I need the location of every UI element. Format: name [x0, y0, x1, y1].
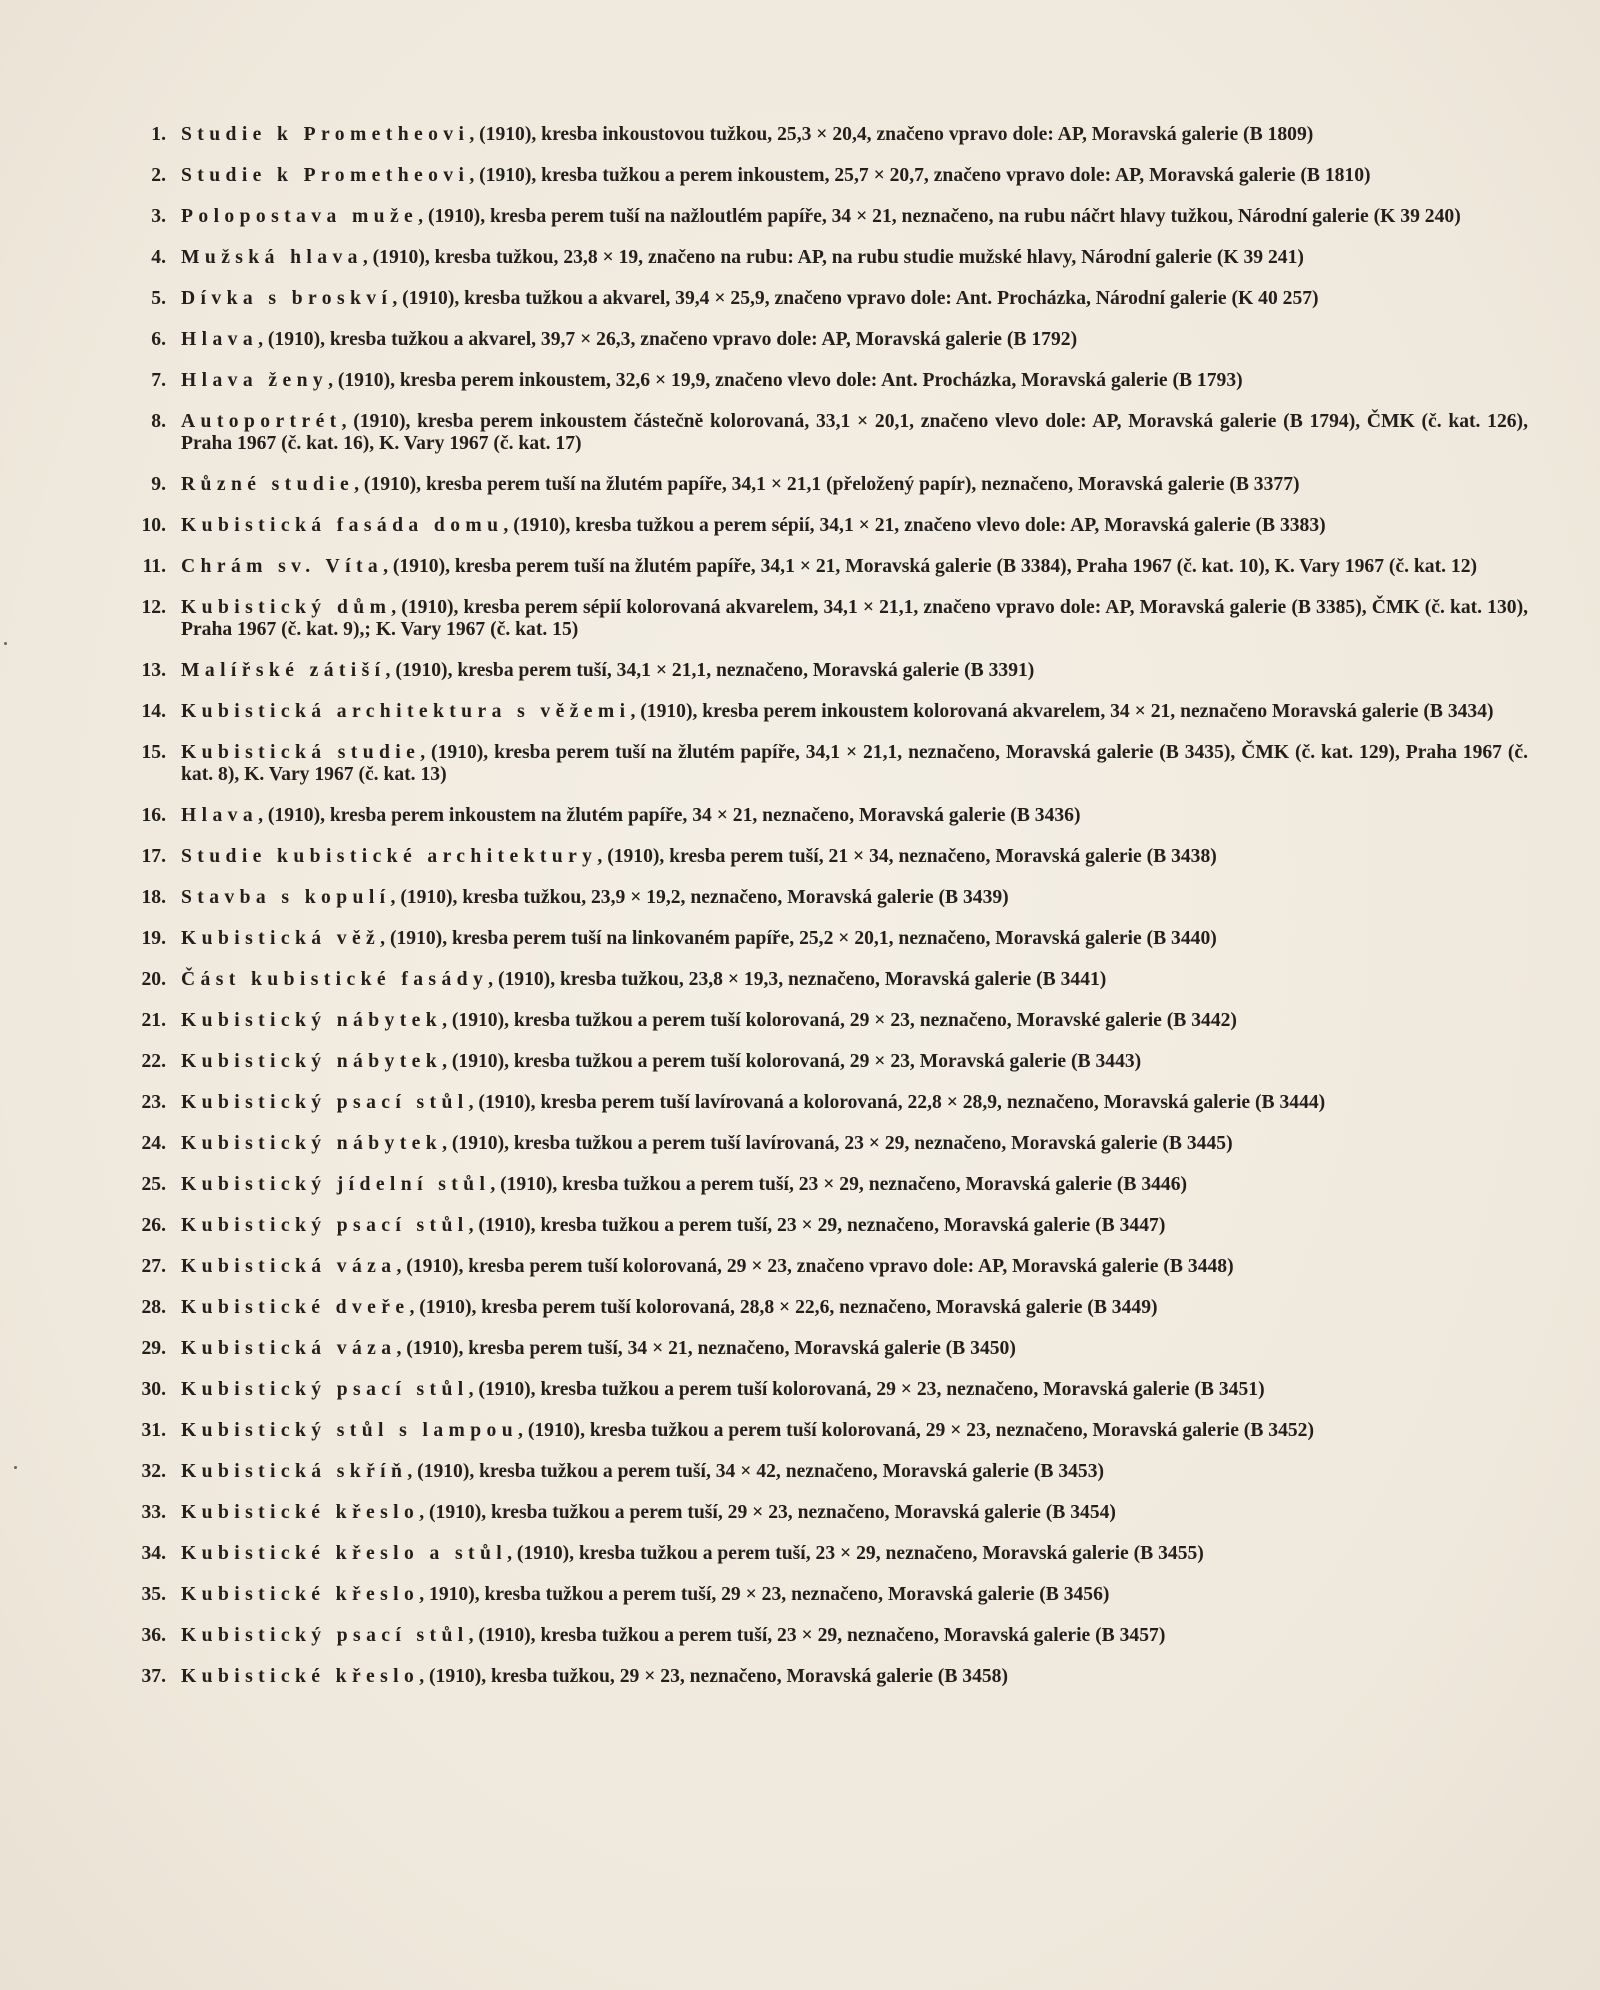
entry-description: , (1910), kresba inkoustovou tužkou, 25,3 × 20,4, značeno vpravo dole: AP, Moravská galerie (B 1809) [469, 124, 1314, 145]
paper-speck [14, 1466, 17, 1469]
entry-description: , (1910), kresba perem tuší na žlutém papíře, 34,1 × 21, Moravská galerie (B 3384), Praha 1967 (č. kat. 10), K. Vary 1967 (č. kat. 12) [383, 556, 1478, 577]
entry-description: , (1910), kresba tužkou a perem tuší kolorovaná, 29 × 23, neznačeno, Moravské galerie (B 3442) [442, 1010, 1237, 1031]
entry-description: , (1910), kresba perem inkoustem, 32,6 × 19,9, značeno vlevo dole: Ant. Procházka, Moravská galerie (B 1793) [328, 370, 1243, 391]
entry-title: Kubistický dům [181, 597, 392, 618]
entry-body [166, 556, 1528, 578]
entry-title: Dívka s broskví [181, 288, 393, 309]
entry-title: Chrám sv. Víta [181, 556, 384, 577]
entry-title: Hlava ženy [181, 370, 329, 391]
catalogue-entry [132, 1051, 1528, 1073]
entry-description: , 1910), kresba tužkou a perem tuší, 29 × 23, neznačeno, Moravská galerie (B 3456) [419, 1584, 1110, 1605]
entry-description: , (1910), kresba tužkou a perem tuší lavírovaná, 23 × 29, neznačeno, Moravská galerie (B 3445) [442, 1133, 1233, 1154]
entry-number: 8. [151, 411, 166, 432]
entry-body [166, 1666, 1528, 1688]
entry-body [166, 165, 1528, 187]
entry-description: , (1910), kresba perem tuší lavírovaná a kolorovaná, 22,8 × 28,9, neznačeno, Moravská galerie (B 3444) [468, 1092, 1326, 1113]
entry-body [166, 1133, 1528, 1155]
entry-title: Kubistický psací stůl [181, 1092, 469, 1113]
catalogue-entry [132, 411, 1528, 455]
entry-title: Hlava [181, 329, 259, 350]
entry-body [166, 1051, 1528, 1073]
entry-description: , (1910), kresba tužkou a perem sépií, 34,1 × 21, značeno vlevo dole: AP, Moravská galerie (B 3383) [503, 515, 1326, 536]
catalogue-entry [132, 288, 1528, 310]
entry-title: Studie kubistické architektury [181, 846, 598, 867]
catalogue-entry [132, 370, 1528, 392]
entry-description: , (1910), kresba perem tuší na nažloutlém papíře, 34 × 21, neznačeno, na rubu náčrt hlavy tužkou, Národní galerie (K 39 240) [418, 206, 1461, 227]
entry-description: , (1910), kresba perem tuší, 34,1 × 21,1, neznačeno, Moravská galerie (B 3391) [385, 660, 1035, 681]
entry-body [166, 660, 1528, 682]
catalogue-entry [132, 1297, 1528, 1319]
entry-number: 9. [151, 474, 166, 495]
entry-description: , (1910), kresba perem tuší kolorovaná, 28,8 × 22,6, neznačeno, Moravská galerie (B 3449) [409, 1297, 1158, 1318]
entry-number: 33. [141, 1502, 166, 1523]
entry-number: 2. [151, 165, 166, 186]
entry-body [166, 206, 1528, 228]
catalogue-entry [132, 247, 1528, 269]
entry-number: 28. [141, 1297, 166, 1318]
entry-body [166, 329, 1528, 351]
entry-body [166, 1584, 1528, 1606]
entry-description: , (1910), kresba perem inkoustem kolorovaná akvarelem, 34 × 21, neznačeno Moravská galerie (B 3434) [630, 701, 1494, 722]
catalogue-entry [132, 742, 1528, 786]
entry-number: 21. [141, 1010, 166, 1031]
catalogue-entry [132, 660, 1528, 682]
entry-title: Kubistická váza [181, 1338, 397, 1359]
entry-body [166, 969, 1528, 991]
entry-title: Kubistické křeslo a stůl [181, 1543, 508, 1564]
entry-title: Mužská hlava [181, 247, 363, 268]
paper-speck [4, 642, 7, 645]
entry-title: Kubistický psací stůl [181, 1625, 469, 1646]
catalogue-entry [132, 928, 1528, 950]
catalogue-entry [132, 1584, 1528, 1606]
entry-number: 23. [141, 1092, 166, 1113]
entry-number: 6. [151, 329, 166, 350]
entry-body [166, 247, 1528, 269]
entry-title: Kubistická studie [181, 742, 421, 763]
entry-description: , (1910), kresba tužkou a akvarel, 39,4 × 25,9, značeno vpravo dole: Ant. Procházka, Národní galerie (K 40 257) [392, 288, 1319, 309]
entry-body [166, 1174, 1528, 1196]
entry-number: 5. [151, 288, 166, 309]
catalogue-entry [132, 1010, 1528, 1032]
catalogue-entry [132, 165, 1528, 187]
entry-title: Kubistická váza [181, 1256, 397, 1277]
entry-title: Různé studie [181, 474, 355, 495]
catalogue-entry [132, 887, 1528, 909]
catalogue-entry [132, 1379, 1528, 1401]
entry-number: 36. [141, 1625, 166, 1646]
entry-number: 37. [141, 1666, 166, 1687]
entry-description: , (1910), kresba perem tuší na žlutém papíře, 34,1 × 21,1 (přeložený papír), neznačeno, Moravská galerie (B 3377) [354, 474, 1300, 495]
entry-title: Kubistické křeslo [181, 1666, 420, 1687]
entry-title: Kubistický nábytek [181, 1133, 443, 1154]
entry-body [166, 1420, 1528, 1442]
catalogue-entry [132, 1338, 1528, 1360]
entry-number: 31. [141, 1420, 166, 1441]
entry-number: 16. [141, 805, 166, 826]
entry-number: 30. [141, 1379, 166, 1400]
entry-body [166, 846, 1528, 868]
entry-title: Kubistické dveře [181, 1297, 410, 1318]
entry-body [166, 805, 1528, 827]
catalogue-entry [132, 515, 1528, 537]
entry-body [166, 1092, 1528, 1114]
entry-number: 25. [141, 1174, 166, 1195]
entry-body [166, 411, 1528, 455]
entry-body [166, 1379, 1528, 1401]
entry-title: Kubistický stůl s lampou [181, 1420, 519, 1441]
entry-description: , (1910), kresba tužkou, 23,8 × 19, značeno na rubu: AP, na rubu studie mužské hlavy, Národní galerie (K 39 241) [362, 247, 1304, 268]
catalogue-entry [132, 1174, 1528, 1196]
catalogue-entry [132, 329, 1528, 351]
entry-description: , (1910), kresba tužkou a perem tuší, 34 × 42, neznačeno, Moravská galerie (B 3453) [407, 1461, 1105, 1482]
entry-description: , (1910), kresba tužkou a perem tuší kolorovaná, 29 × 23, neznačeno, Moravská galerie (B 3451) [468, 1379, 1265, 1400]
entry-number: 12. [141, 597, 166, 618]
entry-description: , (1910), kresba perem inkoustem na žlutém papíře, 34 × 21, neznačeno, Moravská galerie (B 3436) [258, 805, 1081, 826]
entry-number: 35. [141, 1584, 166, 1605]
entry-description: , (1910), kresba tužkou a perem tuší, 23 × 29, neznačeno, Moravská galerie (B 3447) [468, 1215, 1166, 1236]
catalogue-entry [132, 969, 1528, 991]
entry-number: 17. [141, 846, 166, 867]
entry-body [166, 370, 1528, 392]
entry-number: 4. [151, 247, 166, 268]
entry-title: Kubistický psací stůl [181, 1379, 469, 1400]
catalogue-entry [132, 1625, 1528, 1647]
catalogue-entry [132, 701, 1528, 723]
entry-title: Polopostava muže [181, 206, 419, 227]
catalogue-entry [132, 474, 1528, 496]
entry-number: 22. [141, 1051, 166, 1072]
catalogue-entry [132, 556, 1528, 578]
entry-title: Kubistická skříň [181, 1461, 408, 1482]
catalogue-entry [132, 1461, 1528, 1483]
entry-description: , (1910), kresba tužkou a akvarel, 39,7 × 26,3, značeno vpravo dole: AP, Moravská galerie (B 1792) [258, 329, 1078, 350]
entry-number: 7. [151, 370, 166, 391]
entry-title: Stavba s kopulí [181, 887, 391, 908]
entry-number: 10. [141, 515, 166, 536]
entry-title: Část kubistické fasády [181, 969, 489, 990]
entry-description: , (1910), kresba perem inkoustem částečně kolorovaná, 33,1 × 20,1, značeno vlevo dole: AP, Moravská galerie (B 1794), ČMK (č. kat. 126), Praha 1967 (č. kat. 16), K. Vary 1967 (č. kat. 17) [181, 411, 1528, 454]
catalogue-entry [132, 1420, 1528, 1442]
entry-body [166, 1010, 1528, 1032]
entry-body [166, 1543, 1528, 1565]
entry-number: 20. [141, 969, 166, 990]
entry-body [166, 597, 1528, 641]
entry-number: 19. [141, 928, 166, 949]
catalogue-entry [132, 1256, 1528, 1278]
entry-body [166, 1502, 1528, 1524]
catalogue-entry [132, 1133, 1528, 1155]
entry-title: Kubistické křeslo [181, 1584, 420, 1605]
entry-number: 14. [141, 701, 166, 722]
entry-title: Kubistický jídelní stůl [181, 1174, 491, 1195]
entry-title: Kubistická fasáda domu [181, 515, 504, 536]
entry-description: , (1910), kresba perem tuší kolorovaná, 29 × 23, značeno vpravo dole: AP, Moravská galerie (B 3448) [396, 1256, 1234, 1277]
entry-description: , (1910), kresba tužkou a perem tuší kolorovaná, 29 × 23, Moravská galerie (B 3443) [442, 1051, 1142, 1072]
catalogue-entry [132, 805, 1528, 827]
entry-number: 26. [141, 1215, 166, 1236]
entry-title: Kubistická věž [181, 928, 381, 949]
catalogue-entry [132, 1543, 1528, 1565]
entry-body [166, 288, 1528, 310]
entry-number: 11. [142, 556, 166, 577]
catalogue-entry [132, 1215, 1528, 1237]
entry-title: Kubistická architektura s věžemi [181, 701, 631, 722]
entry-number: 18. [141, 887, 166, 908]
entry-body [166, 474, 1528, 496]
entry-description: , (1910), kresba tužkou, 23,8 × 19,3, neznačeno, Moravská galerie (B 3441) [488, 969, 1107, 990]
entry-body [166, 1625, 1528, 1647]
entry-body [166, 1338, 1528, 1360]
entry-description: , (1910), kresba tužkou a perem tuší, 23 × 29, neznačeno, Moravská galerie (B 3455) [507, 1543, 1204, 1564]
entry-description: , (1910), kresba perem sépií kolorovaná akvarelem, 34,1 × 21,1, značeno vpravo dole: AP, Moravská galerie (B 3385), ČMK (č. kat. 130), Praha 1967 (č. kat. 9),; K. Vary 1967 (č. kat. 15) [181, 597, 1529, 640]
entry-number: 34. [141, 1543, 166, 1564]
entry-title: Studie k Prometheovi [181, 165, 470, 186]
entry-description: , (1910), kresba tužkou, 23,9 × 19,2, neznačeno, Moravská galerie (B 3439) [390, 887, 1009, 908]
catalogue-list [132, 124, 1528, 1707]
entry-body [166, 742, 1528, 786]
entry-body [166, 515, 1528, 537]
entry-number: 1. [151, 124, 166, 145]
catalogue-entry [132, 124, 1528, 146]
entry-number: 3. [151, 206, 166, 227]
entry-body [166, 1297, 1528, 1319]
entry-title: Kubistický psací stůl [181, 1215, 469, 1236]
entry-body [166, 124, 1528, 146]
entry-title: Malířské zátiší [181, 660, 386, 681]
entry-body [166, 1215, 1528, 1237]
entry-number: 32. [141, 1461, 166, 1482]
entry-body [166, 1256, 1528, 1278]
catalogue-entry [132, 206, 1528, 228]
entry-title: Hlava [181, 805, 259, 826]
entry-title: Autoportrét [181, 411, 342, 432]
entry-description: , (1910), kresba tužkou, 29 × 23, neznačeno, Moravská galerie (B 3458) [419, 1666, 1008, 1687]
catalogue-entry [132, 1666, 1528, 1688]
entry-description: , (1910), kresba tužkou a perem tuší, 29 × 23, neznačeno, Moravská galerie (B 3454) [419, 1502, 1116, 1523]
catalogue-entry [132, 1502, 1528, 1524]
entry-description: , (1910), kresba perem tuší, 21 × 34, neznačeno, Moravská galerie (B 3438) [597, 846, 1217, 867]
entry-body [166, 887, 1528, 909]
entry-description: , (1910), kresba tužkou a perem tuší, 23 × 29, neznačeno, Moravská galerie (B 3457) [468, 1625, 1166, 1646]
catalogue-entry [132, 1092, 1528, 1114]
entry-body [166, 1461, 1528, 1483]
entry-number: 29. [141, 1338, 166, 1359]
entry-number: 13. [141, 660, 166, 681]
entry-title: Kubistický nábytek [181, 1051, 443, 1072]
entry-description: , (1910), kresba perem tuší na žlutém papíře, 34,1 × 21,1, neznačeno, Moravská galerie (B 3435), ČMK (č. kat. 129), Praha 1967 (č. kat. 8), K. Vary 1967 (č. kat. 13) [181, 742, 1528, 785]
entry-description: , (1910), kresba perem tuší na linkovaném papíře, 25,2 × 20,1, neznačeno, Moravská galerie (B 3440) [380, 928, 1217, 949]
entry-description: , (1910), kresba perem tuší, 34 × 21, neznačeno, Moravská galerie (B 3450) [396, 1338, 1016, 1359]
entry-number: 24. [141, 1133, 166, 1154]
entry-number: 27. [141, 1256, 166, 1277]
catalogue-entry [132, 597, 1528, 641]
entry-description: , (1910), kresba tužkou a perem tuší, 23 × 29, neznačeno, Moravská galerie (B 3446) [490, 1174, 1188, 1195]
entry-title: Kubistický nábytek [181, 1010, 443, 1031]
entry-title: Studie k Prometheovi [181, 124, 470, 145]
entry-title: Kubistické křeslo [181, 1502, 420, 1523]
entry-description: , (1910), kresba tužkou a perem inkoustem, 25,7 × 20,7, značeno vpravo dole: AP, Moravská galerie (B 1810) [469, 165, 1371, 186]
entry-body [166, 928, 1528, 950]
entry-description: , (1910), kresba tužkou a perem tuší kolorovaná, 29 × 23, neznačeno, Moravská galerie (B 3452) [518, 1420, 1315, 1441]
catalogue-entry [132, 846, 1528, 868]
entry-body [166, 701, 1528, 723]
entry-number: 15. [141, 742, 166, 763]
